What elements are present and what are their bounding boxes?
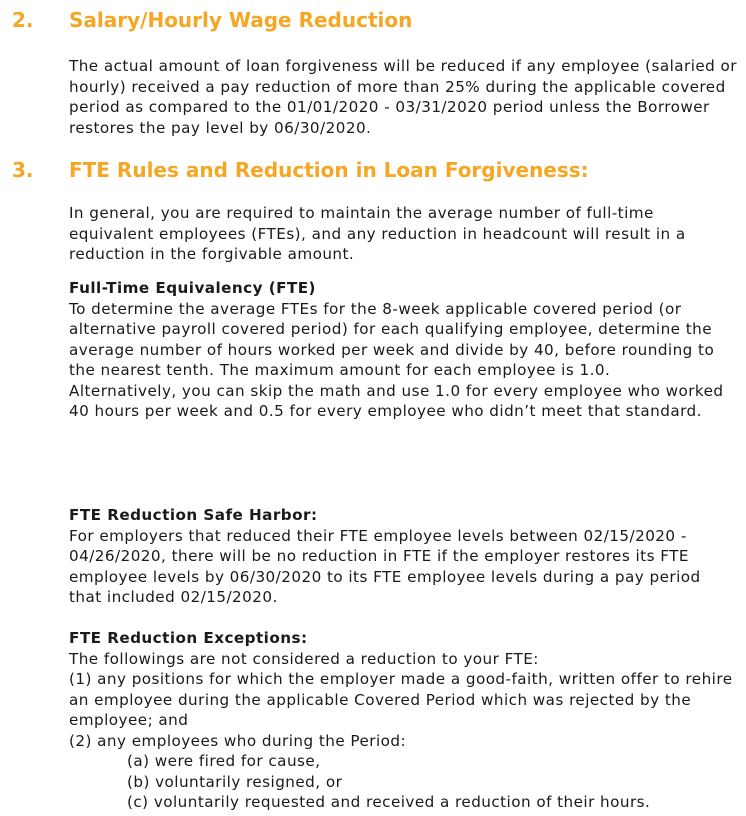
fte-heading: Full-Time Equivalency (FTE) bbox=[69, 279, 316, 297]
section-2-body bbox=[69, 56, 737, 138]
fte-intro-paragraph: In general, you are required to maintain the average number of full-time equivalent employees (FTEs), and any reduction in headcount will result in a reduction in the forgivable amount. bbox=[69, 204, 686, 263]
section-number: 2. bbox=[12, 8, 34, 32]
exception-sub-item-a: (a) were fired for cause, bbox=[127, 752, 321, 770]
safe-harbor-subsection bbox=[69, 505, 737, 608]
exceptions-heading: FTE Reduction Exceptions: bbox=[69, 629, 308, 647]
section-2-heading bbox=[0, 3, 746, 37]
fte-paragraph-2: Alternatively, you can skip the math and use 1.0 for every employee who worked 40 hours per week and 0.5 for every employee who didn’t meet that standard. bbox=[69, 381, 724, 420]
wage-reduction-paragraph: The actual amount of loan forgiveness will be reduced if any employee (salaried or hourly) received a pay reduction of more than 25% during the applicable covered period as compared to the 01/01/2020 - 03/31/2020 period unless the Borrower restores the pay level by 06/30/2020. bbox=[69, 57, 737, 137]
fte-paragraph-1: To determine the average FTEs for the 8-week applicable covered period (or alternative payroll covered period) for each qualifying employee, determine the average number of hours worked per week and divide by 40, before rounding to the nearest tenth. The maximum amount for each employee is 1.0. bbox=[69, 299, 715, 379]
section-title: Salary/Hourly Wage Reduction bbox=[69, 8, 413, 32]
exception-item-2: (2) any employees who during the Period: bbox=[69, 731, 407, 750]
exceptions-subsection bbox=[69, 628, 737, 813]
section-number: 3. bbox=[12, 158, 34, 182]
exception-sub-item-c: (c) voluntarily requested and received a reduction of their hours. bbox=[127, 793, 651, 811]
safe-harbor-paragraph: For employers that reduced their FTE employee levels between 02/15/2020 - 04/26/2020, there will be no reduction in FTE if the employer restores its FTE employee levels by 06/30/2020 to its FTE employee levels during a pay period that included 02/15/2020. bbox=[69, 526, 701, 606]
fte-subsection bbox=[69, 278, 737, 422]
section-3-heading bbox=[0, 153, 746, 187]
section-title: FTE Rules and Reduction in Loan Forgiveness: bbox=[69, 158, 589, 182]
section-3-intro bbox=[69, 203, 737, 265]
safe-harbor-heading: FTE Reduction Safe Harbor: bbox=[69, 506, 318, 524]
exception-item-1: (1) any positions for which the employer made a good-faith, written offer to rehire an employee during the applicable Covered Period which was rejected by the employee; and bbox=[69, 670, 733, 729]
exception-sub-item-b: (b) voluntarily resigned, or bbox=[127, 772, 343, 791]
exceptions-intro: The followings are not considered a reduction to your FTE: bbox=[69, 649, 539, 668]
